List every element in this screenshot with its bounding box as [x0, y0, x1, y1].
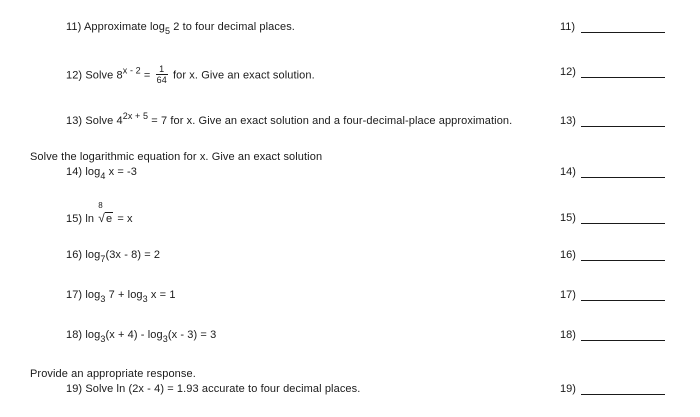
answer-label-17: 17) [560, 289, 576, 301]
problem-15 [66, 201, 133, 226]
problem-19 [66, 382, 360, 396]
problem-12-number: 12) [66, 69, 83, 82]
answer-label-19: 19) [560, 383, 576, 395]
answer-blank-18[interactable] [581, 340, 665, 341]
problem-17-number: 17) [66, 289, 83, 301]
answer-blank-16[interactable] [581, 260, 665, 261]
answer-blank-12[interactable] [581, 77, 665, 78]
problem-18 [66, 328, 216, 342]
problem-11-log-base: 5 [164, 26, 171, 36]
problem-14-log-base: 4 [100, 171, 106, 181]
answer-blank-17[interactable] [581, 300, 665, 301]
answer-blank-13[interactable] [581, 126, 665, 127]
problem-16-number: 16) [66, 249, 83, 261]
answer-label-16: 16) [560, 249, 576, 261]
problem-15-radicand: e [105, 213, 113, 225]
instruction-response: Provide an appropriate response. [30, 368, 196, 380]
problem-18-number: 18) [66, 329, 83, 341]
problem-15-radical [98, 201, 113, 226]
problem-12-fraction [156, 64, 168, 85]
problem-18-text-e: (x - 3) = 3 [167, 329, 217, 341]
problem-12 [66, 65, 315, 86]
problem-17-log-base-2: 3 [142, 294, 148, 304]
problem-11-text-a: Approximate log [83, 21, 165, 33]
problem-16-log-base: 7 [100, 254, 106, 264]
problem-14-text-a: log [85, 166, 101, 178]
answer-blank-14[interactable] [581, 177, 665, 178]
problem-13-text-c: = 7 for x. Give an exact solution and a four-decimal-place approximation. [148, 115, 513, 127]
problem-12-denominator: 64 [156, 75, 167, 85]
problem-11-number: 11) [66, 21, 82, 33]
answer-blank-11[interactable] [581, 32, 665, 33]
problem-17-text-a: log [85, 289, 101, 301]
problem-14 [66, 165, 137, 179]
problem-18-text-c: (x + 4) - log [105, 329, 163, 341]
problem-12-text-a: Solve 8 [85, 69, 123, 82]
problem-14-text-c: x = -3 [105, 166, 138, 178]
problem-13-number: 13) [66, 115, 83, 127]
problem-12-numerator: 1 [156, 64, 168, 75]
problem-19-text-a: Solve ln (2x - 4) = 1.93 accurate to four decimal places. [85, 383, 361, 395]
answer-blank-19[interactable] [581, 394, 665, 395]
problem-12-exponent: x - 2 [122, 65, 141, 76]
problem-13-text-a: Solve 4 [85, 115, 123, 127]
answer-label-13: 13) [560, 115, 576, 127]
problem-16 [66, 248, 160, 262]
instruction-logarithmic: Solve the logarithmic equation for x. Give an exact solution [30, 151, 323, 163]
problem-16-text-c: (3x - 8) = 2 [105, 249, 161, 261]
problem-18-log-base-1: 3 [100, 334, 106, 344]
problem-17 [66, 288, 176, 302]
problem-18-log-base-2: 3 [162, 334, 168, 344]
answer-label-14: 14) [560, 166, 576, 178]
problem-15-number: 15) [66, 213, 83, 225]
problem-12-text-f: for x. Give an exact solution. [169, 69, 315, 82]
answer-label-18: 18) [560, 329, 576, 341]
problem-13-exponent: 2x + 5 [122, 111, 149, 121]
problem-18-text-a: log [85, 329, 101, 341]
problem-15-root-index: 8 [98, 201, 103, 210]
problem-13 [66, 111, 513, 128]
problem-11-text-c: 2 to four decimal places. [170, 21, 295, 33]
problem-15-text-a: ln [85, 213, 98, 225]
problem-15-text-d: = x [114, 213, 133, 225]
problem-17-log-base-1: 3 [100, 294, 106, 304]
problem-19-number: 19) [66, 383, 83, 395]
radical-sign-icon: √ [98, 211, 105, 225]
problem-17-text-e: x = 1 [147, 289, 176, 301]
answer-label-11: 11) [560, 21, 576, 33]
answer-label-12: 12) [560, 66, 576, 78]
problem-11 [66, 20, 295, 34]
problem-12-equals: = [140, 69, 154, 82]
problem-14-number: 14) [66, 166, 83, 178]
answer-blank-15[interactable] [581, 223, 665, 224]
problem-17-text-c: 7 + log [105, 289, 143, 301]
problem-16-text-a: log [85, 249, 101, 261]
answer-label-15: 15) [560, 212, 576, 224]
